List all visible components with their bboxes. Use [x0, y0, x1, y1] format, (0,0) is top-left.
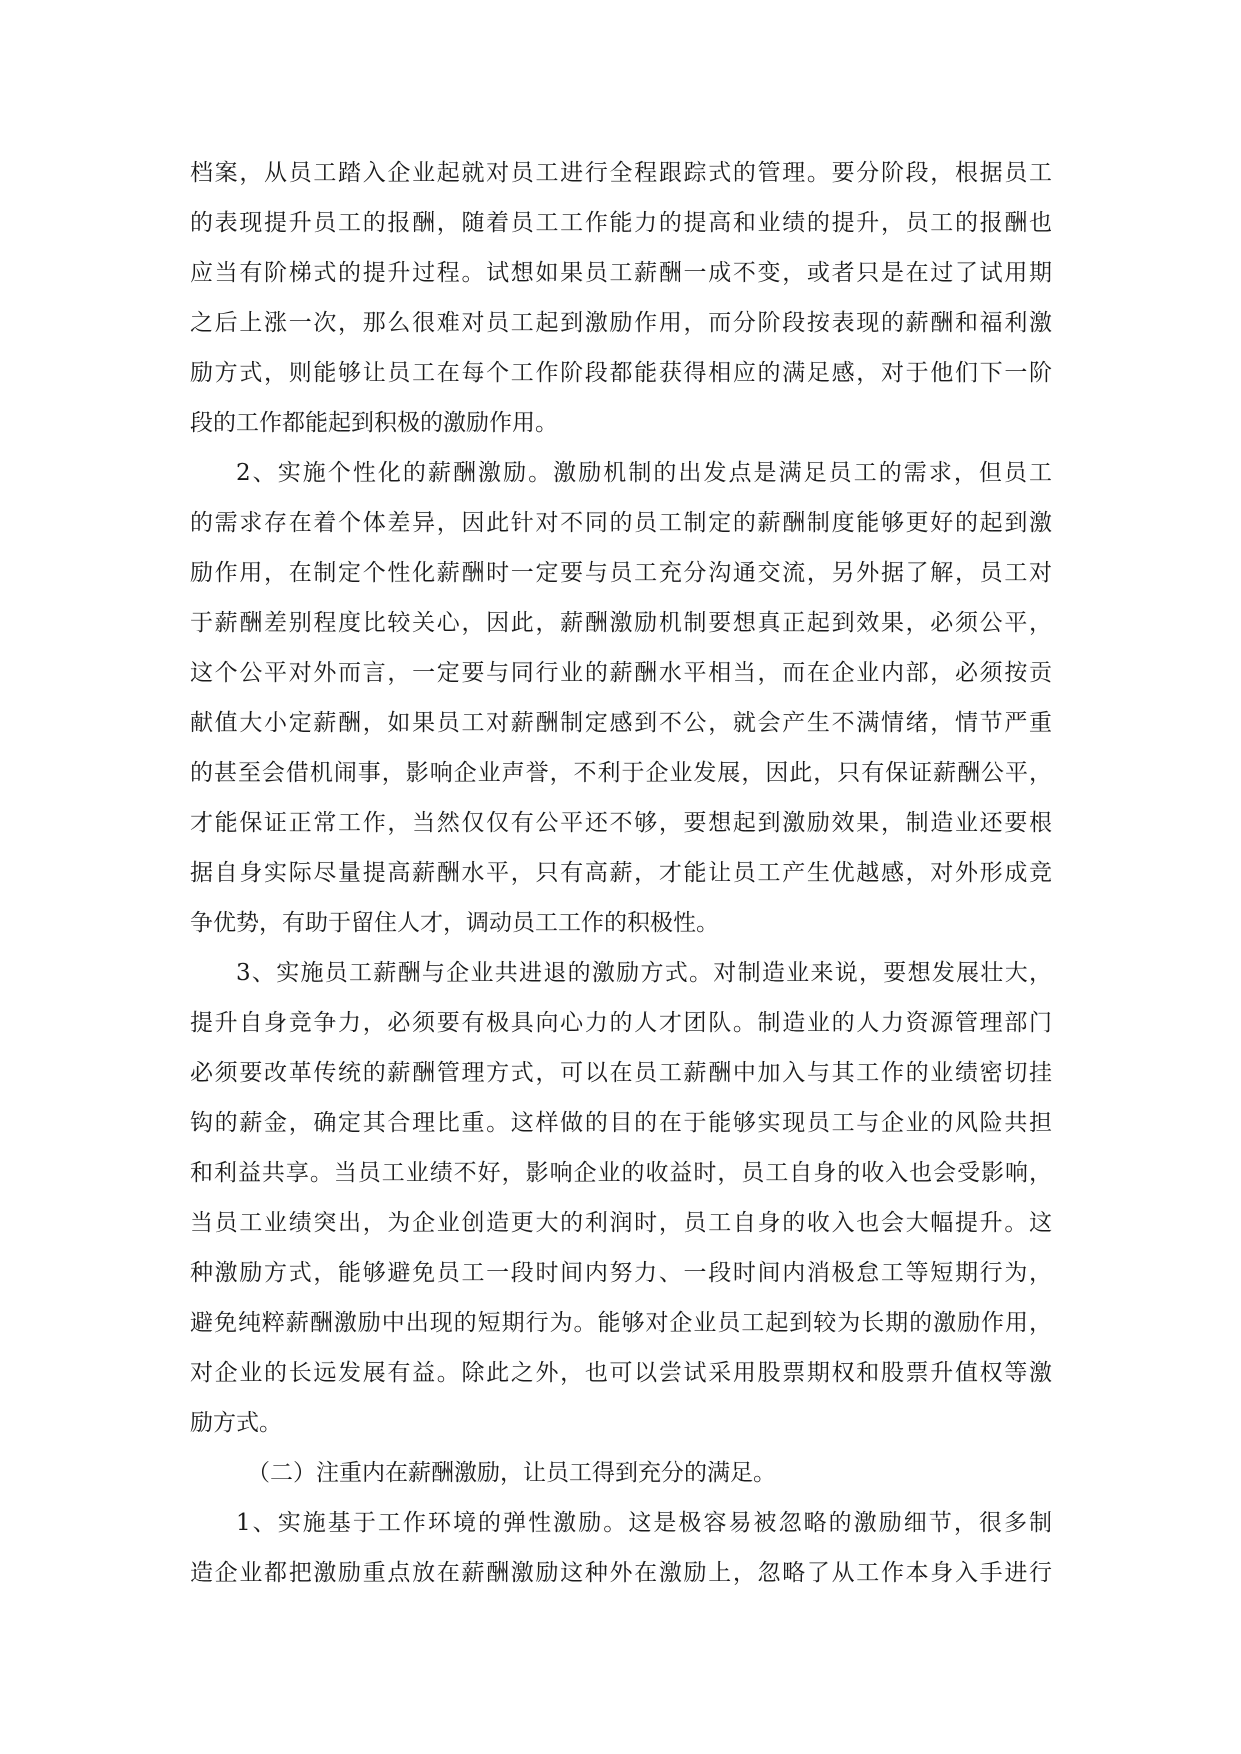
- text-line: 和利益共享。当员工业绩不好，影响企业的收益时，员工自身的收入也会受影响，: [190, 1160, 1052, 1186]
- text-line: 励方式。: [190, 1410, 282, 1436]
- text-line: 段的工作都能起到积极的激励作用。: [190, 410, 558, 436]
- text-line: 献值大小定薪酬，如果员工对薪酬制定感到不公，就会产生不满情绪，情节严重: [190, 710, 1052, 736]
- text-line: 的甚至会借机闹事，影响企业声誉，不利于企业发展，因此，只有保证薪酬公平，: [190, 760, 1052, 786]
- text-line: 3、实施员工薪酬与企业共进退的激励方式。对制造业来说，要想发展壮大，: [236, 960, 1052, 986]
- paragraph-1: [190, 148, 1052, 448]
- text-line: 励作用，在制定个性化薪酬时一定要与员工充分沟通交流，另外据了解，员工对: [190, 560, 1052, 586]
- paragraph-2: [190, 448, 1052, 948]
- text-line: 才能保证正常工作，当然仅仅有公平还不够，要想起到激励效果，制造业还要根: [190, 810, 1052, 836]
- text-line: 对企业的长远发展有益。除此之外，也可以尝试采用股票期权和股票升值权等激: [190, 1360, 1052, 1386]
- text-line: 当员工业绩突出，为企业创造更大的利润时，员工自身的收入也会大幅提升。这: [190, 1210, 1052, 1236]
- text-line: 励方式，则能够让员工在每个工作阶段都能获得相应的满足感，对于他们下一阶: [190, 360, 1052, 386]
- text-line: 据自身实际尽量提高薪酬水平，只有高薪，才能让员工产生优越感，对外形成竞: [190, 860, 1052, 886]
- text-line: 之后上涨一次，那么很难对员工起到激励作用，而分阶段按表现的薪酬和福利激: [190, 310, 1052, 336]
- heading-line: （二）注重内在薪酬激励，让员工得到充分的满足。: [247, 1460, 776, 1486]
- text-line: 争优势，有助于留住人才，调动员工工作的积极性。: [190, 910, 719, 936]
- text-line: 种激励方式，能够避免员工一段时间内努力、一段时间内消极怠工等短期行为，: [190, 1260, 1052, 1286]
- text-line: 档案，从员工踏入企业起就对员工进行全程跟踪式的管理。要分阶段，根据员工: [190, 160, 1052, 186]
- text-line: 的需求存在着个体差异，因此针对不同的员工制定的薪酬制度能够更好的起到激: [190, 510, 1052, 536]
- text-line: 这个公平对外而言，一定要与同行业的薪酬水平相当，而在企业内部，必须按贡: [190, 660, 1052, 686]
- text-line: 钩的薪金，确定其合理比重。这样做的目的在于能够实现员工与企业的风险共担: [190, 1110, 1052, 1136]
- paragraph-3: [190, 948, 1052, 1448]
- section-heading: [190, 1448, 1052, 1498]
- text-line: 于薪酬差别程度比较关心，因此，薪酬激励机制要想真正起到效果，必须公平，: [190, 610, 1052, 636]
- text-line: 应当有阶梯式的提升过程。试想如果员工薪酬一成不变，或者只是在过了试用期: [190, 260, 1052, 286]
- text-line: 避免纯粹薪酬激励中出现的短期行为。能够对企业员工起到较为长期的激励作用，: [190, 1310, 1052, 1336]
- text-line: 造企业都把激励重点放在薪酬激励这种外在激励上，忽略了从工作本身入手进行: [190, 1560, 1052, 1586]
- text-line: 的表现提升员工的报酬，随着员工工作能力的提高和业绩的提升，员工的报酬也: [190, 210, 1052, 236]
- text-line: 必须要改革传统的薪酬管理方式，可以在员工薪酬中加入与其工作的业绩密切挂: [190, 1060, 1052, 1086]
- text-line: 1、实施基于工作环境的弹性激励。这是极容易被忽略的激励细节，很多制: [236, 1510, 1052, 1536]
- text-line: 提升自身竞争力，必须要有极具向心力的人才团队。制造业的人力资源管理部门: [190, 1010, 1052, 1036]
- paragraph-5: [190, 1498, 1052, 1598]
- text-line: 2、实施个性化的薪酬激励。激励机制的出发点是满足员工的需求，但员工: [236, 460, 1052, 486]
- body-text: [190, 148, 1052, 1598]
